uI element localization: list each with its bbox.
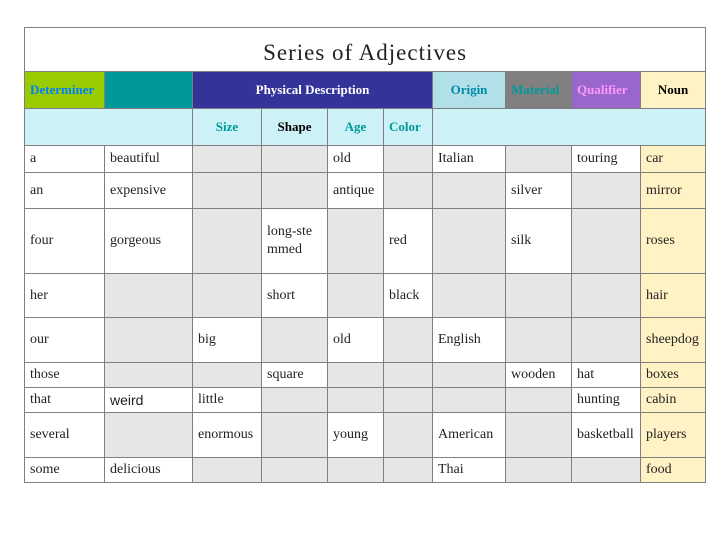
header-noun: Noun: [641, 72, 706, 109]
header-determiner: Determiner: [25, 72, 105, 109]
header-physical-description: Physical Description: [193, 72, 433, 109]
cell-qualifier: [572, 173, 641, 209]
cell-opinion: [105, 318, 193, 363]
cell-age: old: [328, 318, 384, 363]
cell-age: old: [328, 146, 384, 173]
cell-age: young: [328, 413, 384, 458]
cell-size: [193, 363, 262, 388]
cell-determiner: her: [25, 274, 105, 318]
table-row: [25, 274, 706, 318]
cell-qualifier: hunting: [572, 388, 641, 413]
cell-material: [506, 318, 572, 363]
cell-origin: [433, 173, 506, 209]
table-row: [25, 146, 706, 173]
subheader-size: Size: [193, 109, 262, 146]
cell-shape: long-stemmed: [262, 209, 328, 274]
cell-material: [506, 388, 572, 413]
cell-shape: [262, 458, 328, 483]
cell-determiner: some: [25, 458, 105, 483]
cell-shape: [262, 413, 328, 458]
cell-color: [384, 173, 433, 209]
cell-noun: sheepdog: [641, 318, 706, 363]
cell-qualifier: [572, 318, 641, 363]
cell-size: little: [193, 388, 262, 413]
cell-age: [328, 388, 384, 413]
header-opinion: [105, 72, 193, 109]
cell-material: silver: [506, 173, 572, 209]
cell-age: [328, 209, 384, 274]
cell-qualifier: touring: [572, 146, 641, 173]
cell-origin: [433, 209, 506, 274]
cell-shape: short: [262, 274, 328, 318]
cell-opinion: [105, 363, 193, 388]
cell-determiner: that: [25, 388, 105, 413]
cell-noun: car: [641, 146, 706, 173]
subheader-blank-left: [25, 109, 193, 146]
cell-color: [384, 458, 433, 483]
subheader-color: Color: [384, 109, 433, 146]
cell-origin: [433, 274, 506, 318]
adjectives-table-wrapper: [24, 27, 706, 483]
cell-age: antique: [328, 173, 384, 209]
cell-noun: mirror: [641, 173, 706, 209]
cell-color: red: [384, 209, 433, 274]
cell-shape: [262, 173, 328, 209]
cell-age: [328, 363, 384, 388]
cell-opinion: gorgeous: [105, 209, 193, 274]
cell-material: [506, 274, 572, 318]
cell-opinion: delicious: [105, 458, 193, 483]
header-qualifier: Qualifier: [572, 72, 641, 109]
cell-size: [193, 173, 262, 209]
header-row: [25, 72, 706, 109]
cell-material: wooden: [506, 363, 572, 388]
header-origin: Origin: [433, 72, 506, 109]
cell-age: [328, 458, 384, 483]
cell-origin: [433, 363, 506, 388]
cell-shape: [262, 146, 328, 173]
cell-size: enormous: [193, 413, 262, 458]
subheader-row: [25, 109, 706, 146]
table-body: [25, 146, 706, 483]
cell-noun: players: [641, 413, 706, 458]
cell-determiner: an: [25, 173, 105, 209]
cell-origin: English: [433, 318, 506, 363]
cell-opinion: beautiful: [105, 146, 193, 173]
cell-qualifier: basketball: [572, 413, 641, 458]
adjectives-table: [24, 27, 706, 483]
cell-color: [384, 363, 433, 388]
table-row: [25, 318, 706, 363]
cell-determiner: several: [25, 413, 105, 458]
cell-size: [193, 458, 262, 483]
table-row: [25, 458, 706, 483]
cell-material: silk: [506, 209, 572, 274]
cell-opinion: [105, 413, 193, 458]
cell-material: [506, 458, 572, 483]
cell-noun: cabin: [641, 388, 706, 413]
subheader-shape: Shape: [262, 109, 328, 146]
cell-qualifier: [572, 458, 641, 483]
table-row: [25, 413, 706, 458]
cell-determiner: four: [25, 209, 105, 274]
cell-color: [384, 146, 433, 173]
cell-material: [506, 413, 572, 458]
table-row: [25, 173, 706, 209]
cell-qualifier: hat: [572, 363, 641, 388]
cell-origin: Thai: [433, 458, 506, 483]
cell-origin: [433, 388, 506, 413]
cell-origin: Italian: [433, 146, 506, 173]
cell-age: [328, 274, 384, 318]
cell-noun: hair: [641, 274, 706, 318]
cell-size: [193, 146, 262, 173]
cell-opinion: [105, 274, 193, 318]
cell-material: [506, 146, 572, 173]
header-material: Material: [506, 72, 572, 109]
cell-shape: [262, 318, 328, 363]
cell-determiner: those: [25, 363, 105, 388]
cell-opinion: weird: [105, 388, 193, 413]
table-row: [25, 388, 706, 413]
cell-color: [384, 413, 433, 458]
cell-origin: American: [433, 413, 506, 458]
cell-color: black: [384, 274, 433, 318]
cell-shape: square: [262, 363, 328, 388]
cell-size: [193, 274, 262, 318]
cell-color: [384, 388, 433, 413]
table-row: [25, 209, 706, 274]
cell-size: big: [193, 318, 262, 363]
cell-noun: food: [641, 458, 706, 483]
table-title: Series of Adjectives: [25, 28, 706, 72]
cell-noun: roses: [641, 209, 706, 274]
subheader-blank-right: [433, 109, 706, 146]
cell-qualifier: [572, 274, 641, 318]
cell-color: [384, 318, 433, 363]
subheader-age: Age: [328, 109, 384, 146]
cell-qualifier: [572, 209, 641, 274]
cell-shape: [262, 388, 328, 413]
table-row: [25, 363, 706, 388]
cell-determiner: a: [25, 146, 105, 173]
cell-size: [193, 209, 262, 274]
cell-noun: boxes: [641, 363, 706, 388]
cell-determiner: our: [25, 318, 105, 363]
cell-opinion: expensive: [105, 173, 193, 209]
